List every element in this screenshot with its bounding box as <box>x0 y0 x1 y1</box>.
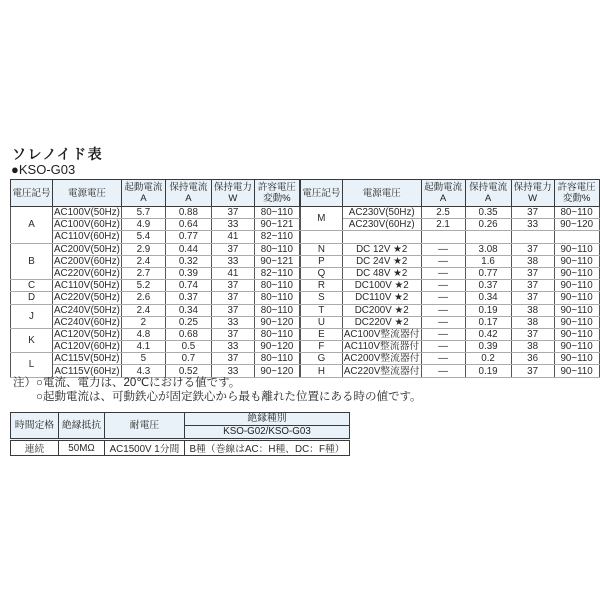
column-header: 電源電圧 <box>53 180 122 207</box>
holding-power-cell: 38 <box>511 304 554 316</box>
holding-current-cell: 0.64 <box>165 219 211 231</box>
note-line-1 <box>13 377 422 391</box>
voltage-symbol-cell: E <box>300 328 342 340</box>
starting-current-cell: 4.1 <box>121 341 165 353</box>
holding-current-cell: 0.88 <box>165 207 211 219</box>
holding-power-cell: 37 <box>511 280 554 292</box>
holding-power-cell: 36 <box>511 353 554 365</box>
holding-current-cell: 0.17 <box>465 316 511 328</box>
holding-power-cell: 37 <box>211 304 254 316</box>
table-row <box>11 255 300 267</box>
holding-power-cell: 37 <box>511 292 554 304</box>
voltage-range-cell: 82~110 <box>254 267 299 279</box>
holding-power-cell: 37 <box>511 243 554 255</box>
holding-current-cell: 0.19 <box>465 365 511 377</box>
insulation-type-header: 絶縁種別 <box>185 413 350 426</box>
holding-current-cell: 0.39 <box>465 341 511 353</box>
page-title: ソレノイド表 <box>12 146 104 162</box>
holding-current-cell: 0.39 <box>165 267 211 279</box>
holding-current-cell: 0.42 <box>465 328 511 340</box>
column-header: 電源電圧 <box>342 180 421 207</box>
power-voltage-cell: AC100V(50Hz) <box>54 207 120 219</box>
starting-current-cell: — <box>421 280 465 292</box>
table-row <box>11 365 300 377</box>
holding-power-cell: 38 <box>511 341 554 353</box>
starting-current-cell: — <box>421 267 465 279</box>
voltage-range-cell: 80~110 <box>254 304 299 316</box>
voltage-range-cell: 90~120 <box>254 316 299 328</box>
header-row <box>11 180 300 207</box>
header-row <box>300 180 599 207</box>
voltage-range-cell: 90~121 <box>254 255 299 267</box>
holding-power-cell: 38 <box>511 316 554 328</box>
holding-current-cell: 0.77 <box>465 267 511 279</box>
holding-current-cell: 0.7 <box>165 353 211 365</box>
holding-current-cell: 0.44 <box>165 243 211 255</box>
power-voltage-cell: DC100V ★2 <box>342 280 421 292</box>
voltage-symbol-cell: C <box>11 280 53 292</box>
power-voltage-cell: AC240V(50Hz) <box>54 304 120 316</box>
starting-current-cell: 4.9 <box>121 219 165 231</box>
table-row <box>300 280 599 292</box>
power-voltage-cell: AC240V(60Hz) <box>54 316 120 328</box>
power-voltage-cell: AC230V(50Hz) <box>342 207 421 219</box>
voltage-range-cell: 90~110 <box>554 280 599 292</box>
insulation-class-cell: B種（巻線はAC：H種、DC：F種） <box>185 440 350 456</box>
voltage-range-cell: 90~120 <box>254 341 299 353</box>
starting-current-cell: — <box>421 365 465 377</box>
voltage-range-cell: 80~110 <box>254 328 299 340</box>
voltage-symbol-cell: R <box>300 280 342 292</box>
holding-current-cell: 0.2 <box>465 353 511 365</box>
voltage-symbol-cell: F <box>300 341 342 353</box>
voltage-symbol-cell <box>300 231 342 243</box>
voltage-symbol-cell: U <box>300 316 342 328</box>
power-voltage-cell: AC120V(60Hz) <box>54 341 120 353</box>
holding-power-cell: 38 <box>511 255 554 267</box>
voltage-symbol-cell: K <box>11 328 53 352</box>
power-voltage-cell: AC110V(50Hz) <box>54 280 120 292</box>
table-row <box>300 219 599 231</box>
column-header: 許容電圧 変動% <box>254 180 299 207</box>
power-voltage-cell: AC200V整流器付 <box>343 353 420 365</box>
starting-current-cell: 2.7 <box>121 267 165 279</box>
table-row <box>11 353 300 365</box>
holding-current-cell: 0.34 <box>165 304 211 316</box>
power-voltage-cell: AC200V(50Hz) <box>54 243 120 255</box>
starting-current-cell: 5.2 <box>121 280 165 292</box>
table-row <box>11 304 300 316</box>
starting-current-cell: 2.9 <box>121 243 165 255</box>
column-header: 起動電流 A <box>421 180 465 207</box>
holding-current-cell: 0.34 <box>465 292 511 304</box>
holding-power-cell: 37 <box>511 207 554 219</box>
power-voltage-cell: DC 12V ★2 <box>342 243 421 255</box>
voltage-symbol-cell: N <box>300 243 342 255</box>
holding-current-cell: 0.26 <box>465 219 511 231</box>
holding-current-cell: 0.37 <box>465 280 511 292</box>
header-row <box>11 413 350 426</box>
holding-power-cell: 37 <box>511 328 554 340</box>
voltage-symbol-cell: Q <box>300 267 342 279</box>
voltage-range-cell: 80~110 <box>254 280 299 292</box>
holding-power-cell: 33 <box>211 255 254 267</box>
holding-current-cell: 0.19 <box>465 304 511 316</box>
starting-current-cell: 4.8 <box>121 328 165 340</box>
starting-current-cell: 2.4 <box>121 255 165 267</box>
power-voltage-cell: DC 24V ★2 <box>342 255 421 267</box>
starting-current-cell: — <box>421 304 465 316</box>
voltage-range-cell: 80~110 <box>554 207 599 219</box>
power-voltage-cell: AC110V(60Hz) <box>54 231 120 243</box>
power-voltage-cell: DC 48V ★2 <box>342 267 421 279</box>
solenoid-tables <box>10 179 600 378</box>
holding-power-cell: 33 <box>211 316 254 328</box>
starting-current-cell: — <box>421 353 465 365</box>
table-row <box>11 440 350 456</box>
power-voltage-cell: AC115V(60Hz) <box>54 365 120 377</box>
starting-current-cell: 2 <box>121 316 165 328</box>
starting-current-cell: — <box>421 328 465 340</box>
holding-power-cell: 37 <box>211 243 254 255</box>
power-voltage-cell: AC220V(60Hz) <box>54 268 120 280</box>
time-rating-cell: 連続 <box>11 440 59 456</box>
holding-current-cell: 0.68 <box>165 328 211 340</box>
notes <box>13 377 422 405</box>
table-row <box>300 365 599 377</box>
holding-power-cell: 37 <box>211 353 254 365</box>
holding-power-cell: 37 <box>511 267 554 279</box>
table-row <box>11 292 300 304</box>
holding-current-cell: 0.5 <box>165 341 211 353</box>
voltage-range-cell: 90~110 <box>554 243 599 255</box>
table-row <box>11 328 300 340</box>
voltage-symbol-cell: H <box>300 365 342 377</box>
holding-power-cell: 37 <box>211 280 254 292</box>
table-row <box>11 280 300 292</box>
holding-current-cell: 0.37 <box>165 292 211 304</box>
holding-power-cell: 37 <box>511 365 554 377</box>
voltage-range-cell: 82~110 <box>254 231 299 243</box>
voltage-symbol-cell: D <box>11 292 53 304</box>
table-row <box>11 341 300 353</box>
holding-power-cell: 41 <box>211 231 254 243</box>
note-text: ○電流、電力は、20℃における値です。 <box>36 377 241 389</box>
voltage-range-cell: 90~110 <box>554 255 599 267</box>
withstand-voltage-cell: AC1500V 1分間 <box>105 440 185 456</box>
voltage-range-cell: 90~110 <box>554 365 599 377</box>
power-voltage-cell: AC115V(50Hz) <box>54 353 120 365</box>
voltage-range-cell: 80~110 <box>254 207 299 219</box>
column-header: 保持電流 A <box>465 180 511 207</box>
table-row <box>300 341 599 353</box>
insulation-resistance-cell: 50MΩ <box>59 440 105 456</box>
solenoid-table-left <box>10 179 300 378</box>
voltage-range-cell: 90~110 <box>554 267 599 279</box>
starting-current-cell: 2.5 <box>421 207 465 219</box>
column-header: 保持電力 W <box>211 180 254 207</box>
holding-current-cell: 0.52 <box>165 365 211 377</box>
holding-current-cell: 0.77 <box>165 231 211 243</box>
voltage-range-cell: 90~110 <box>554 316 599 328</box>
table-row <box>300 292 599 304</box>
table-row <box>300 231 599 243</box>
holding-current-cell: 3.08 <box>465 243 511 255</box>
voltage-range-cell <box>554 231 599 243</box>
holding-current-cell: 0.35 <box>465 207 511 219</box>
column-header: 電圧記号 <box>300 180 342 207</box>
holding-power-cell: 37 <box>211 207 254 219</box>
holding-power-cell: 37 <box>211 292 254 304</box>
starting-current-cell: 2.1 <box>421 219 465 231</box>
power-voltage-cell: AC220V整流器付 <box>343 365 420 377</box>
starting-current-cell: — <box>421 341 465 353</box>
holding-current-cell <box>465 231 511 243</box>
starting-current-cell: — <box>421 243 465 255</box>
holding-power-cell <box>511 231 554 243</box>
table-row <box>300 207 599 219</box>
voltage-range-cell: 80~110 <box>254 292 299 304</box>
holding-power-cell: 33 <box>211 219 254 231</box>
voltage-range-cell: 90~110 <box>554 328 599 340</box>
insulation-model-header: KSO-G02/KSO-G03 <box>185 426 350 440</box>
voltage-symbol-cell: T <box>300 304 342 316</box>
holding-current-cell: 1.6 <box>465 255 511 267</box>
bullet-icon: ● <box>11 162 19 177</box>
table-row <box>11 231 300 243</box>
voltage-symbol-cell: M <box>300 207 342 231</box>
voltage-symbol-cell: G <box>300 353 342 365</box>
voltage-range-cell: 80~110 <box>254 353 299 365</box>
column-header: 電圧記号 <box>11 180 53 207</box>
voltage-range-cell: 90~121 <box>254 219 299 231</box>
power-voltage-cell: AC200V(60Hz) <box>54 255 120 267</box>
table-row <box>300 304 599 316</box>
power-voltage-cell: DC110V ★2 <box>342 292 421 304</box>
power-voltage-cell: DC200V ★2 <box>342 304 421 316</box>
starting-current-cell: — <box>421 316 465 328</box>
voltage-symbol-cell: P <box>300 255 342 267</box>
power-voltage-cell: DC220V ★2 <box>342 316 421 328</box>
voltage-symbol-cell: L <box>11 353 53 377</box>
note-prefix: 注） <box>13 377 36 389</box>
column-header: 絶縁抵抗 <box>59 413 105 440</box>
holding-current-cell: 0.32 <box>165 255 211 267</box>
power-voltage-cell: AC110V整流器付 <box>344 341 420 353</box>
power-voltage-cell: AC120V(50Hz) <box>54 328 120 340</box>
table-row <box>11 219 300 231</box>
power-voltage-cell <box>342 231 421 243</box>
voltage-symbol-cell: J <box>11 304 53 328</box>
starting-current-cell <box>421 231 465 243</box>
table-row <box>11 243 300 255</box>
voltage-symbol-cell: B <box>11 243 53 280</box>
holding-current-cell: 0.25 <box>165 316 211 328</box>
starting-current-cell: 2.4 <box>121 304 165 316</box>
starting-current-cell: 5.7 <box>121 207 165 219</box>
table-row <box>300 255 599 267</box>
voltage-range-cell: 90~110 <box>554 341 599 353</box>
column-header: 保持電力 W <box>511 180 554 207</box>
insulation-spec-table <box>10 412 350 456</box>
table-row <box>300 328 599 340</box>
holding-power-cell: 33 <box>211 341 254 353</box>
starting-current-cell: — <box>421 292 465 304</box>
power-voltage-cell: AC230V(60Hz) <box>342 219 421 231</box>
table-row <box>11 207 300 219</box>
model-heading <box>11 162 75 177</box>
power-voltage-cell: AC100V(60Hz) <box>54 219 120 231</box>
voltage-range-cell: 90~110 <box>554 353 599 365</box>
column-header: 保持電流 A <box>165 180 211 207</box>
table-row <box>300 316 599 328</box>
table-row <box>11 267 300 279</box>
power-voltage-cell: AC220V(50Hz) <box>54 292 120 304</box>
table-row <box>300 243 599 255</box>
note-text: ○起動電流は、可動鉄心が固定鉄心から最も離れた位置にある時の値です。 <box>36 390 422 403</box>
holding-power-cell: 41 <box>211 267 254 279</box>
solenoid-table-right <box>300 179 600 378</box>
note-line-2 <box>13 391 422 405</box>
starting-current-cell: — <box>421 255 465 267</box>
holding-power-cell: 33 <box>211 365 254 377</box>
power-voltage-cell: AC100V整流器付 <box>343 328 420 340</box>
holding-power-cell: 33 <box>511 219 554 231</box>
voltage-symbol-cell: A <box>11 207 53 244</box>
starting-current-cell: 2.6 <box>121 292 165 304</box>
holding-current-cell: 0.74 <box>165 280 211 292</box>
table-row <box>300 353 599 365</box>
column-header: 耐電圧 <box>105 413 185 440</box>
voltage-range-cell: 80~110 <box>254 243 299 255</box>
starting-current-cell: 4.3 <box>121 365 165 377</box>
voltage-range-cell: 90~120 <box>554 219 599 231</box>
voltage-range-cell: 90~110 <box>554 292 599 304</box>
column-header: 許容電圧 変動% <box>554 180 599 207</box>
column-header: 時間定格 <box>11 413 59 440</box>
table-row <box>300 267 599 279</box>
column-header: 起動電流 A <box>121 180 165 207</box>
voltage-range-cell: 90~110 <box>554 304 599 316</box>
starting-current-cell: 5.4 <box>121 231 165 243</box>
holding-power-cell: 37 <box>211 328 254 340</box>
model-label: KSO-G03 <box>18 162 76 177</box>
voltage-symbol-cell: S <box>300 292 342 304</box>
table-row <box>11 316 300 328</box>
voltage-range-cell: 90~120 <box>254 365 299 377</box>
starting-current-cell: 5 <box>121 353 165 365</box>
